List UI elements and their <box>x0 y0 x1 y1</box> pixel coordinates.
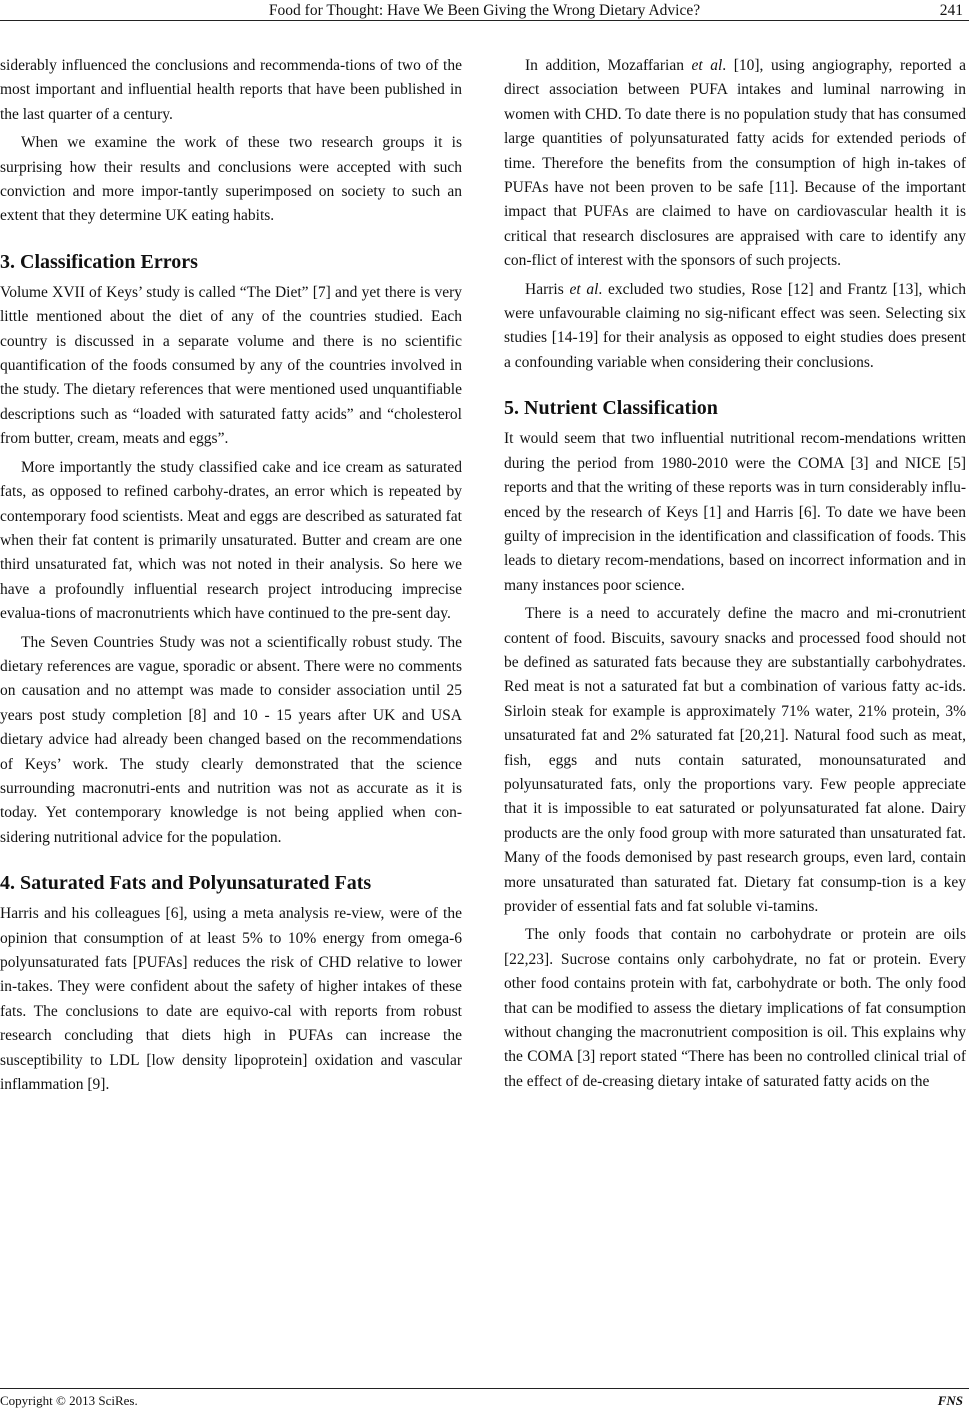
paragraph: siderably influenced the conclusions and recommenda-tions of two of the most important and influential health reports that have been published in the last quarter of a century. <box>0 57 462 123</box>
italic-et-al: et al <box>569 280 599 298</box>
section-heading-classification-errors: 3. Classification Errors <box>0 250 198 273</box>
running-header <box>0 0 969 20</box>
paragraph <box>504 278 966 376</box>
copyright-notice: Copyright © 2013 SciRes. <box>0 1393 138 1408</box>
running-title: Food for Thought: Have We Been Giving the Wrong Dietary Advice? <box>268 2 701 19</box>
paragraph: The only foods that contain no carbohydrate or protein are oils [22,23]. Sucrose contains only carbohydrate, no fat or protein. Every other food contains protein with fat, carbohydrate or both. The only food that can be modified to assess the dietary implications of fat consumption without changing the macronutrient composition is oil. This explains why the COMA [3] report stated “There has been no controlled clinical trial of the effect of de-creasing dietary intake of saturated fatty acids on the <box>504 926 966 1090</box>
paragraph: The Seven Countries Study was not a scientifically robust study. The dietary references are vague, sporadic or absent. There were no comments on causation and no attempt was made to consider association until 25 years post study completion [8] and 10 - 15 years after UK and USA dietary advice had already been changed based on the recommendations of Keys’ work. The study clearly demonstrated that the science surrounding macronutri-ents and nutrition was not as accurate as it is today. Yet contemporary knowledge is not being applied when con-sidering nutritional advice for the population. <box>0 633 462 846</box>
paragraph: There is a need to accurately define the macro and mi-cronutrient content of food. Biscuits, savoury snacks and processed food should not be defined as saturated fats because they are substantially carbohydrates. Red meat is not a saturated fat but a combination of various fatty ac-ids. Sirloin steak for example is approximately 71% water, 21% protein, 3% unsaturated fat and 2% saturated fat [20,21]. Natural food such as meat, fish, eggs and nuts contain saturated, monounsaturated and polyunsaturated fats, only the proportions vary. Few people appreciate that it is impossible to eat saturated or polyunsaturated fat alone. Dairy products are the only food group with more saturated than unsaturated fat. Many of the foods demonised by past research groups, even lard, contain more unsaturated than saturated fat. Dietary fat consump-tion is a key provider of essential fats and fat soluble vi-tamins. <box>504 605 966 915</box>
text-run: . [10], using angiography, reported a direct association between PUFA intakes and luminal narrowing in women with CHD. To date there is no population study that has consumed large quantities of polyunsaturated fatty acids for extended periods of time. Therefore the benefits from the consumption of high in-takes of PUFAs have not been proven to be safe [11]. Because of the important impact that PUFAs are claimed to have on cardiovascular health it is critical that research disclosures are appraised with care to identify any con-flict of interest with the sponsors of such projects. <box>504 57 966 270</box>
paragraph: More importantly the study classified cake and ice cream as saturated fats, as opposed to refined carbohy-drates, an error which is repeated by contemporary food scientists. Meat and eggs are described as saturated fat when their fat content is primarily unsaturated. Butter and cream are one third unsaturated fat, which was not noted in their analysis. So here we have a profoundly influential research project introducing imprecise evalua-tions of macronutrients which have continued to the pre-sent day. <box>0 458 462 623</box>
right-column <box>504 54 966 1098</box>
paragraph: Harris and his colleagues [6], using a meta analysis re-view, were of the opinion that consumption of at least 5% to 10% energy from omega-6 polyunsaturated fats [PUFAs] reduces the risk of CHD relative to lower in-takes. They were confident about the safety of higher intakes of these fats. The conclusions to date are equivo-cal with reports from robust research concluding that diets high in PUFAs can increase the susceptibility to LDL [low density lipoprotein] oxidation and vascular inflammation [9]. <box>0 905 462 1094</box>
paragraph: Volume XVII of Keys’ study is called “The Diet” [7] and yet there is very little mentioned about the diet of any of the countries studied. Each country is discussed in a separate volume and there is no scientific quantification of the foods consumed by any of the countries involved in the study. The dietary references that were mentioned used unquantifiable descriptions such as “loaded with saturated fatty acids” and “cholesterol from butter, cream, meats and eggs”. <box>0 283 462 448</box>
header-rule <box>0 20 969 21</box>
paragraph: It would seem that two influential nutritional recom-mendations written during the period from 1980-2010 were the COMA [3] and NICE [5] reports and that the writing of these reports was in turn considerably influ-enced by the research of Keys [1] and Harris [6]. To date we have been guilty of imprecision in the identification and classification of foods. This leads to dietary recom-mendations, based on incorrect information and in many instances poor science. <box>504 430 966 594</box>
text-run: In addition, Mozaffarian <box>525 57 692 74</box>
paragraph: When we examine the work of these two research groups it is surprising how their results and conclusions were accepted with such conviction and more impor-tantly superimposed on society to such an extent that they determine UK eating habits. <box>0 134 462 225</box>
paragraph <box>504 54 966 274</box>
left-column <box>0 54 462 1101</box>
section-heading-nutrient-classification: 5. Nutrient Classification <box>504 397 718 420</box>
italic-et-al: et al <box>691 57 723 74</box>
text-run: . excluded two studies, Rose [12] and Frantz [13], which were unfavourable claiming no sig-nificant effect was seen. Selecting six studies [14-19] for their analysis as opposed to eight studies does present a confounding variable when considering their conclusions. <box>504 280 966 371</box>
section-heading-saturated-polyunsaturated-fats: 4. Saturated Fats and Polyunsaturated Fats <box>0 872 372 895</box>
page-number: 241 <box>939 2 963 19</box>
page-footer <box>0 1388 969 1412</box>
footer-rule <box>0 1388 969 1389</box>
text-run: Harris <box>525 280 570 298</box>
journal-abbreviation: FNS <box>937 1393 963 1408</box>
